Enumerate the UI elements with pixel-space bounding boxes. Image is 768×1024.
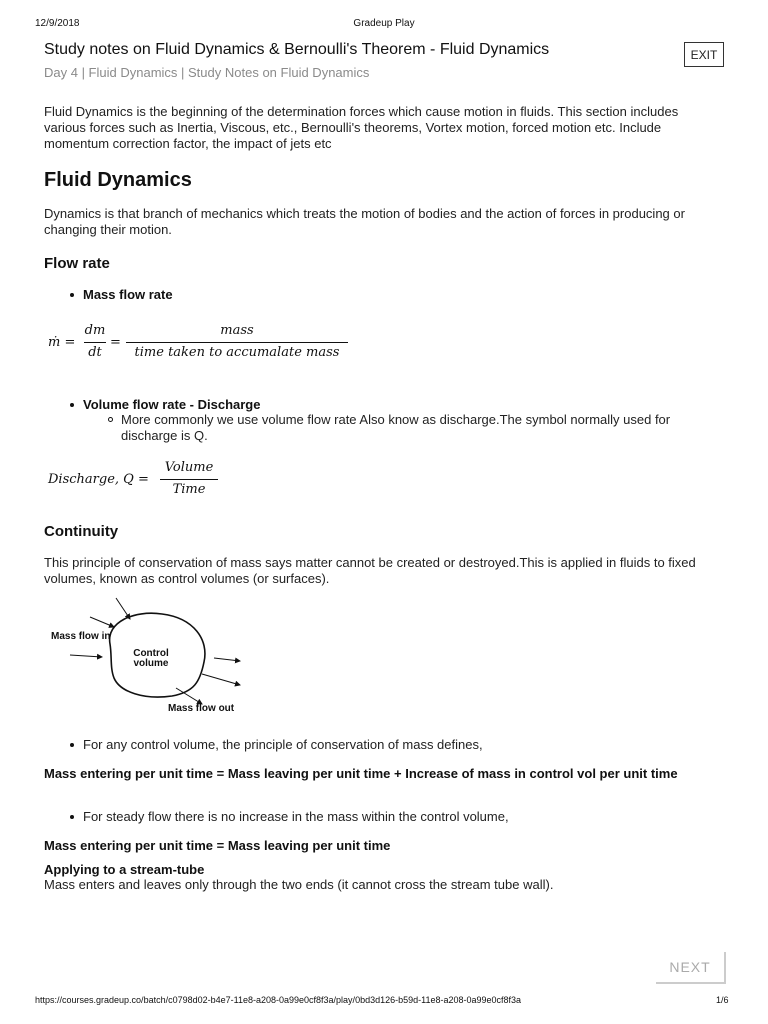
intro-paragraph: Fluid Dynamics is the beginning of the determination forces which cause motion in fluids. This section includes various forces such as Inertia, Viscous, etc., Bernoulli's theorems, Vortex motion, forced motion etc. Include momentum correction factor, the impact of jets etc [44,104,679,151]
eq2-lhs: Discharge, Q = [48,472,149,487]
outflow-arrow [214,658,240,661]
eq1-fraction-bar [84,342,106,343]
outflow-arrow [202,674,240,685]
steady-flow-bullet: For steady flow there is no increase in the mass within the control volume, [83,809,509,824]
next-button[interactable]: NEXT [656,952,726,984]
section-heading: Fluid Dynamics [44,169,192,191]
dynamics-paragraph: Dynamics is that branch of mechanics which treats the motion of bodies and the action of forces in producing or changing their motion. [44,206,685,237]
eq1-den2: time taken to accumalate mass [134,345,340,360]
sub-bullet-circle [108,417,113,422]
inflow-arrow [116,598,130,619]
mass-flow-label: Mass flow rate [83,287,173,302]
steady-flow-equation: Mass entering per unit time = Mass leaving per unit time [44,838,391,853]
bullet-dot [70,403,74,407]
label-mass-flow-out: Mass flow out [168,703,235,714]
continuity-heading: Continuity [44,523,119,540]
eq1-num1: dm [84,323,106,338]
exit-button[interactable]: EXIT [684,42,724,67]
eq2-den: Time [172,482,206,497]
eq1-fraction-bar [126,342,348,343]
label-control-volume-2: volume [133,658,169,669]
eq2-fraction-bar [160,479,218,480]
eq2-num: Volume [164,460,214,475]
bullet-dot [70,815,74,819]
label-mass-flow-in: Mass flow in [51,631,111,642]
conservation-equation: Mass entering per unit time = Mass leaving per unit time + Increase of mass in control vol per unit time [44,766,678,781]
eq1-den1: dt [88,345,102,360]
bullet-dot [70,743,74,747]
stream-tube-heading: Applying to a stream-tube [44,862,205,877]
footer-url: https://courses.gradeup.co/batch/c0798d02-b4e7-11e8-a208-0a99e0cf8f3a/play/0bd3d126-b59d-11e8-a208-0a99e0cf8f3a [35,995,522,1005]
volume-flow-description: More commonly we use volume flow rate Also know as discharge.The symbol normally used for discharge is Q. [121,412,671,443]
label-control-volume-1: Control [133,648,169,659]
bullet-dot [70,293,74,297]
eq1-lhs: ṁ = [48,335,76,350]
volume-flow-label: Volume flow rate - Discharge [83,397,261,412]
inflow-arrow [90,617,114,627]
breadcrumb: Day 4 | Fluid Dynamics | Study Notes on Fluid Dynamics [44,65,370,80]
eq1-equals: = [110,335,121,350]
eq1-num2: mass [220,323,254,338]
control-volume-bullet: For any control volume, the principle of conservation of mass defines, [83,737,483,752]
inflow-arrow [70,655,102,657]
print-date: 12/9/2018 [35,18,80,29]
page-title: Study notes on Fluid Dynamics & Bernoulli's Theorem - Fluid Dynamics [44,41,550,58]
continuity-paragraph: This principle of conservation of mass says matter cannot be created or destroyed.This is applied in fluids to fixed volumes, known as control volumes (or surfaces). [44,555,696,586]
page-number: 1/6 [716,995,729,1005]
flow-rate-heading: Flow rate [44,255,110,272]
stream-tube-paragraph: Mass enters and leaves only through the two ends (it cannot cross the stream tube wall). [44,877,554,892]
site-name: Gradeup Play [353,18,415,29]
